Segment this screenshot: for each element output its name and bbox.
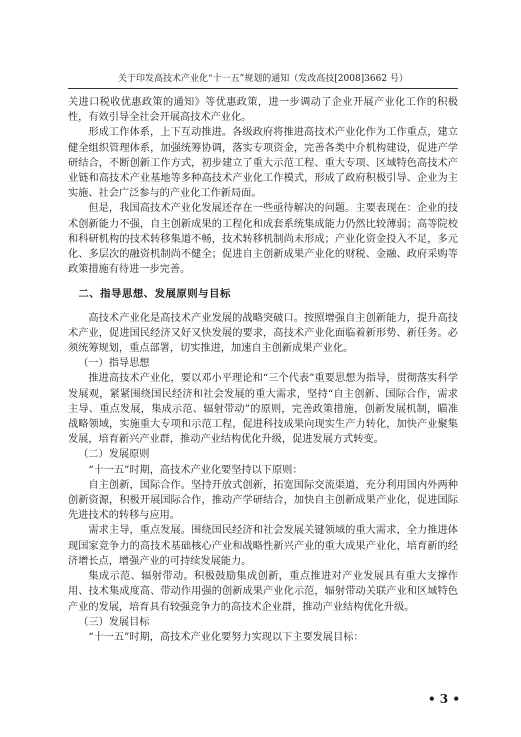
paragraph-principles-intro: “十一五”时期，高技术产业化要坚持以下原则：	[88, 464, 303, 476]
section-heading: 二、指导思想、发展原则与目标	[78, 288, 231, 301]
section-intro: 高技术产业化是高技术产业发展的战略突破口。按照增强自主创新能力，提升高技术产业，促进国民经济又好又快发展的要求，高技术产业化面临着新形势、新任务。必须统筹规划，重点部署，切实推进，加速自主创新成果产业化。	[68, 312, 458, 355]
paragraph-guiding-ideology: 推进高技术产业化，要以邓小平理论和“三个代表”重要思想为指导，贯彻落实科学发展观，紧紧围绕国民经济和社会发展的重大需求，坚持“自主创新、国际合作，需求主导、重点发展，集成示范、辐射带动”的原则，完善政策措施，创新发展机制，瞄准战略领域，实施重大专项和示范工程，促进科技成果向现实生产力转化，加快产业聚集发展，培育新兴产业群，推动产业结构优化升级，促进发展方式转变。	[68, 373, 458, 446]
subheading-principles: （二）发展原则	[78, 449, 150, 461]
running-header: 关于印发高技术产业化“十一五”规划的通知（发改高技[2008]3662 号）	[118, 74, 408, 84]
paragraph-principle-2: 需求主导，重点发展。围绕国民经济和社会发展关键领域的重大需求，全力推进体现国家竞争力的高技术基础核心产业和战略性新兴产业的重大成果产业化，培育新的经济增长点，增强产业的可持续发展能力。	[68, 525, 458, 567]
subheading-goals: （三）发展目标	[78, 616, 150, 628]
paragraph-goals-intro: “十一五”时期，高技术产业化要努力实现以下主要发展目标：	[88, 631, 364, 643]
subheading-guiding-ideology: （一）指导思想	[78, 358, 150, 370]
paragraph-principle-3: 集成示范、辐射带动。积极鼓励集成创新，重点推进对产业发展具有重大支撑作用、技术集成度高、带动作用强的创新成果产业化示范，辐射带动关联产业和区域特色产业的发展，培育具有较强竞争力的高技术企业群，推动产业结构优化升级。	[68, 571, 458, 613]
header-rule	[68, 88, 458, 89]
document-body	[68, 95, 458, 645]
paragraph-principle-1: 自主创新，国际合作。坚持开放式创新，拓宽国际交流渠道，充分利用国内外两种创新资源，积极开展国际合作，推动产学研结合，加快自主创新成果产业化，促进国际先进技术的转移与应用。	[68, 479, 458, 522]
paragraph-work-system: 形成工作体系，上下互动推进。各级政府将推进高技术产业化作为工作重点，建立健全组织管理体系，加强统筹协调，落实专项资金，完善各类中介机构建设，促进产学研结合，不断创新工作方式，初步建立了重大示范工程、重大专项、区域特色高技术产业链和高技术产业基地等多种高技术产业化工作模式，形成了政府积极引导、企业为主实施、社会广泛参与的产业化工作新局面。	[68, 127, 458, 200]
paragraph-continued: 关进口税收优惠政策的通知》等优惠政策，进一步调动了企业开展产业化工作的积极性，有效引导全社会开展高技术产业化。	[68, 97, 458, 124]
page-number: • 3 •	[427, 692, 460, 706]
paragraph-problems: 但是，我国高技术产业化发展还存在一些亟待解决的问题。主要表现在：企业的技术创新能力不强，自主创新成果的工程化和成套系统集成能力仍然比较薄弱；高等院校和科研机构的技术转移集道不畅，技术转移机制尚未形成；产业化资金投入不足，多元化、多层次的融资机制尚不健全；促进自主创新成果产业化的财税、金融、政府采购等政策措施有待进一步完善。	[68, 203, 458, 276]
